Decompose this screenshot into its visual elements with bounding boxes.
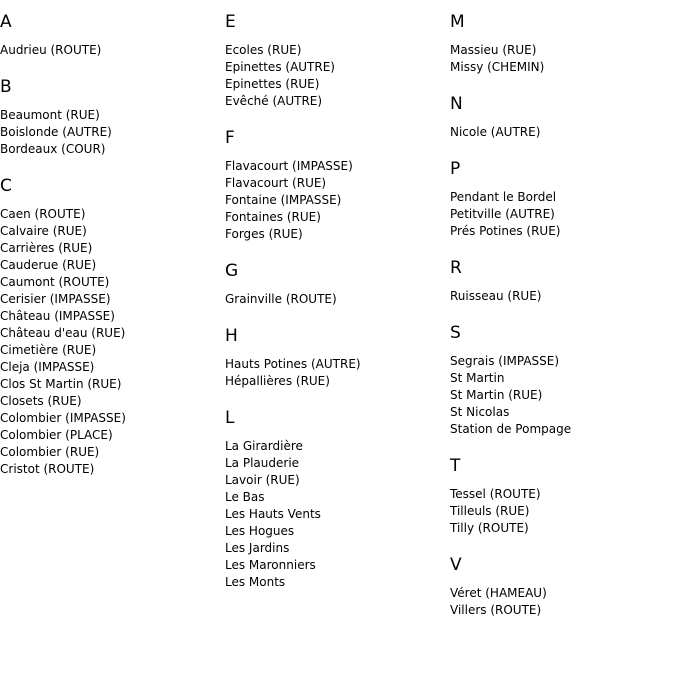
section-letter-heading: L (225, 408, 235, 428)
section-letter-heading: A (0, 12, 12, 32)
street-list (0, 206, 220, 478)
section-letter-heading: F (225, 128, 235, 148)
street-entry: Fontaine (IMPASSE) (225, 193, 342, 207)
section-letter-heading: S (450, 323, 461, 343)
street-list (450, 42, 670, 76)
street-entry: Evêché (AUTRE) (225, 94, 323, 108)
street-entry: Les Hogues (225, 524, 295, 538)
street-entry: Forges (RUE) (225, 227, 303, 241)
street-entry: Audrieu (ROUTE) (0, 43, 102, 57)
street-entry: Les Monts (225, 575, 286, 589)
street-entry: Caumont (ROUTE) (0, 275, 110, 289)
street-entry: Lavoir (RUE) (225, 473, 300, 487)
street-entry: Beaumont (RUE) (0, 108, 100, 122)
street-entry: Véret (HAMEAU) (450, 586, 547, 600)
street-entry: Calvaire (RUE) (0, 224, 87, 238)
section-letter-heading: R (450, 258, 462, 278)
street-entry: Prés Potines (RUE) (450, 224, 561, 238)
letter-section (450, 92, 670, 141)
street-entry: Pendant le Bordel (450, 190, 557, 204)
street-entry: Segrais (IMPASSE) (450, 354, 560, 368)
street-entry: Carrières (RUE) (0, 241, 93, 255)
letter-section (0, 10, 220, 59)
street-entry: Colombier (PLACE) (0, 428, 113, 442)
street-index-column-3 (450, 10, 670, 635)
letter-section (450, 553, 670, 619)
section-letter-heading: H (225, 326, 238, 346)
section-letter-heading: G (225, 261, 239, 281)
street-entry: Les Hauts Vents (225, 507, 321, 521)
street-list (225, 42, 445, 110)
street-entry: Cleja (IMPASSE) (0, 360, 95, 374)
street-entry: Ruisseau (RUE) (450, 289, 542, 303)
letter-section (450, 454, 670, 537)
street-entry: La Plauderie (225, 456, 300, 470)
street-entry: La Girardière (225, 439, 303, 453)
letter-section (0, 174, 220, 478)
street-list (450, 189, 670, 240)
section-letter-heading: P (450, 159, 461, 179)
street-entry: Massieu (RUE) (450, 43, 537, 57)
street-list (225, 291, 445, 308)
street-entry: Nicole (AUTRE) (450, 125, 541, 139)
street-entry: Petitville (AUTRE) (450, 207, 555, 221)
street-entry: St Nicolas (450, 405, 510, 419)
street-entry: Château (IMPASSE) (0, 309, 115, 323)
street-entry: Les Maronniers (225, 558, 316, 572)
street-entry: Cauderue (RUE) (0, 258, 97, 272)
street-entry: Clos St Martin (RUE) (0, 377, 122, 391)
letter-section (450, 10, 670, 76)
letter-section (225, 324, 445, 390)
street-entry: Boislonde (AUTRE) (0, 125, 112, 139)
street-entry: Station de Pompage (450, 422, 572, 436)
street-list (0, 42, 220, 59)
street-entry: Les Jardins (225, 541, 290, 555)
letter-section (0, 75, 220, 158)
street-list (450, 585, 670, 619)
street-entry: Hépallières (RUE) (225, 374, 330, 388)
section-letter-heading: N (450, 94, 463, 114)
letter-section (450, 256, 670, 305)
street-list (0, 107, 220, 158)
street-entry: Bordeaux (COUR) (0, 142, 106, 156)
street-entry: Tessel (ROUTE) (450, 487, 541, 501)
street-list (450, 486, 670, 537)
street-entry: Caen (ROUTE) (0, 207, 86, 221)
street-entry: Colombier (RUE) (0, 445, 100, 459)
street-entry: Cristot (ROUTE) (0, 462, 95, 476)
street-entry: Missy (CHEMIN) (450, 60, 545, 74)
street-list (450, 288, 670, 305)
section-letter-heading: T (450, 456, 461, 476)
letter-section (225, 10, 445, 110)
street-entry: Cerisier (IMPASSE) (0, 292, 111, 306)
letter-section (225, 126, 445, 243)
street-entry: Ecoles (RUE) (225, 43, 302, 57)
street-index-column-1 (0, 10, 220, 494)
street-entry: Colombier (IMPASSE) (0, 411, 126, 425)
street-list (225, 356, 445, 390)
section-letter-heading: M (450, 12, 465, 32)
section-letter-heading: C (0, 176, 12, 196)
street-list (450, 353, 670, 438)
street-entry: Hauts Potines (AUTRE) (225, 357, 361, 371)
street-entry: St Martin (450, 371, 505, 385)
street-entry: Le Bas (225, 490, 265, 504)
letter-section (450, 157, 670, 240)
section-letter-heading: V (450, 555, 462, 575)
street-list (225, 438, 445, 591)
street-list (450, 124, 670, 141)
street-entry: Grainville (ROUTE) (225, 292, 337, 306)
street-list (225, 158, 445, 243)
street-entry: Flavacourt (RUE) (225, 176, 327, 190)
street-entry: Tilly (ROUTE) (450, 521, 529, 535)
letter-section (450, 321, 670, 438)
street-entry: Closets (RUE) (0, 394, 82, 408)
street-entry: Flavacourt (IMPASSE) (225, 159, 353, 173)
street-entry: Epinettes (AUTRE) (225, 60, 335, 74)
street-index-column-2 (225, 10, 445, 607)
street-entry: Cimetière (RUE) (0, 343, 97, 357)
street-entry: Epinettes (RUE) (225, 77, 320, 91)
street-entry: Villers (ROUTE) (450, 603, 542, 617)
street-entry: St Martin (RUE) (450, 388, 543, 402)
section-letter-heading: B (0, 77, 12, 97)
letter-section (225, 406, 445, 591)
section-letter-heading: E (225, 12, 236, 32)
street-entry: Tilleuls (RUE) (450, 504, 530, 518)
street-entry: Fontaines (RUE) (225, 210, 321, 224)
street-entry: Château d'eau (RUE) (0, 326, 126, 340)
letter-section (225, 259, 445, 308)
